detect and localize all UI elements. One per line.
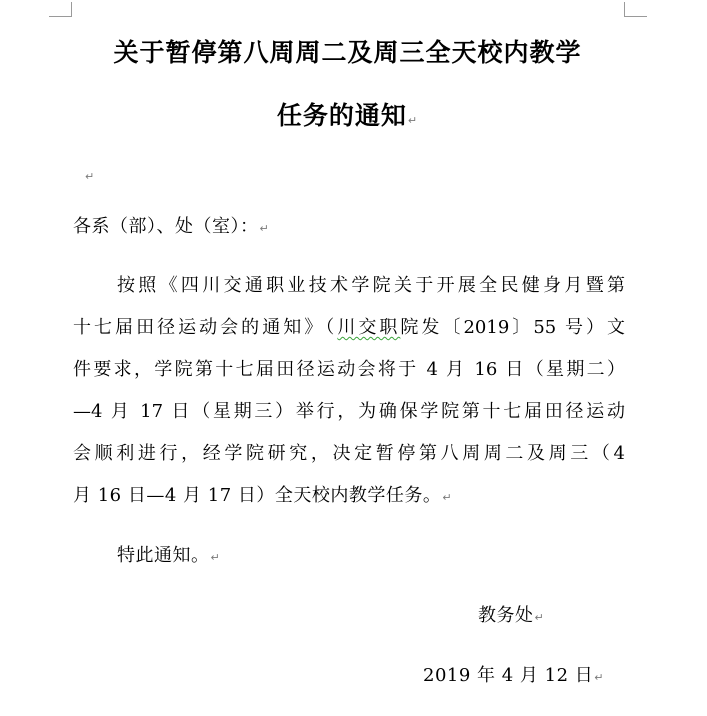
body-line-1 [117, 271, 625, 297]
paragraph-mark-icon: ↵ [210, 551, 221, 564]
body-line-1-text: 按照《四川交通职业技术学院关于开展全民健身月暨第 [117, 275, 625, 296]
body-line-5 [73, 439, 625, 465]
body-line-2-text-c: 院发〔2019〕55 号）文 [400, 317, 626, 338]
body-line-6 [73, 481, 625, 507]
body-line-2 [73, 313, 625, 339]
body-line-6-text: 月 16 日—4 月 17 日）全天校内教学任务。 [73, 485, 442, 506]
paragraph-mark-icon: ↵ [259, 222, 270, 235]
document-title-line-2 [0, 96, 701, 132]
signature [478, 601, 544, 627]
paragraph-mark-icon: ↵ [594, 671, 604, 684]
body-line-3-text: 件要求，学院第十七届田径运动会将于 4 月 16 日（星期二） [73, 359, 625, 380]
body-line-3 [73, 355, 625, 381]
body-line-5-text: 会顺利进行，经学院研究，决定暂停第八周周二及周三（4 [73, 443, 625, 464]
top-right-crop-mark [624, 2, 647, 17]
paragraph-mark-icon: ↵ [442, 491, 453, 504]
body-line-2-text-a: 十七届田径运动会的通知》（ [73, 317, 338, 338]
paragraph-mark-icon: ↵ [407, 114, 419, 127]
title-text-1: 关于暂停第八周周二及周三全天校内教学 [113, 38, 582, 67]
top-left-crop-mark [49, 2, 72, 17]
salutation [73, 212, 269, 238]
closing-line [117, 541, 220, 567]
document-title-line-1 [0, 33, 701, 69]
paragraph-mark-icon: ↵ [534, 611, 545, 624]
closing-text: 特此通知。 [117, 545, 210, 566]
salutation-text: 各系（部）、处（室）： [73, 216, 259, 237]
signature-text: 教务处 [478, 605, 534, 626]
body-line-4-text: —4 月 17 日（星期三）举行，为确保学院第十七届田径运动 [73, 401, 625, 422]
paragraph-mark-icon: ↵ [85, 170, 95, 183]
body-line-4 [73, 397, 625, 423]
title-text-2: 任务的通知 [276, 101, 407, 130]
date [423, 661, 604, 687]
date-text: 2019 年 4 月 12 日 [423, 665, 594, 686]
spellcheck-underlined-text: 川交职 [337, 317, 401, 338]
empty-paragraph [84, 164, 95, 185]
